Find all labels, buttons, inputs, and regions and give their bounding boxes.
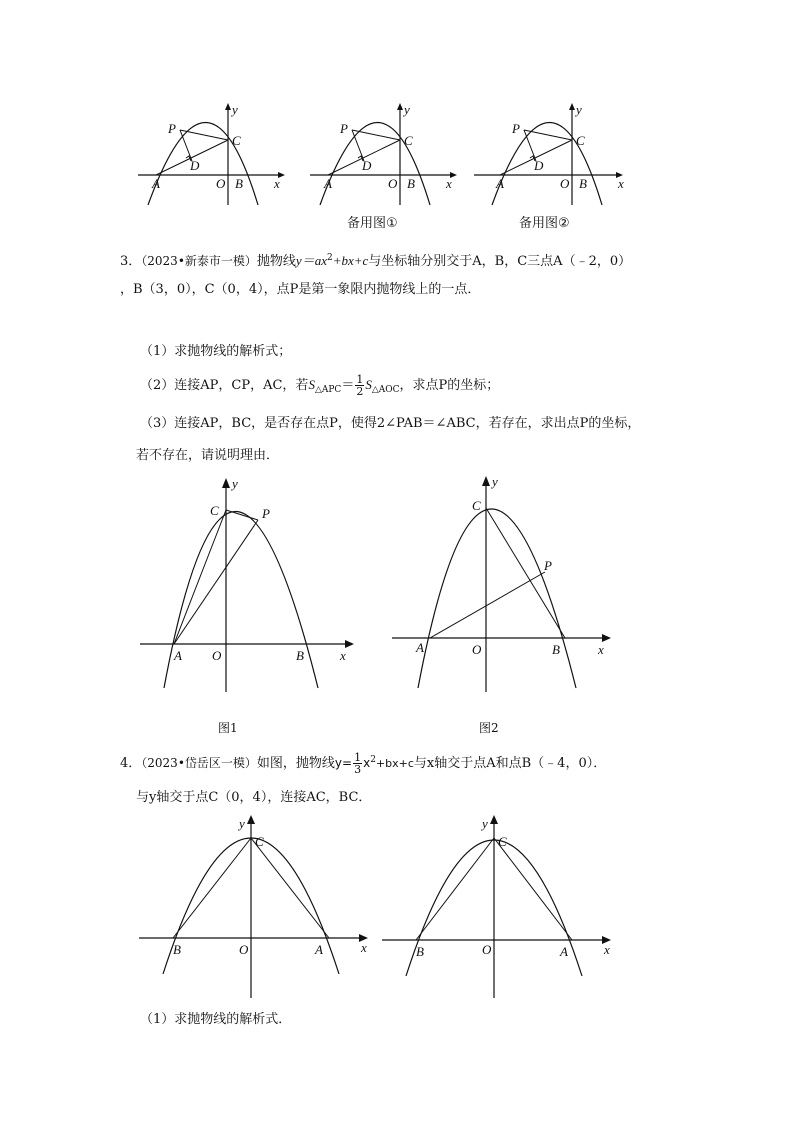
- label-B: B: [235, 176, 243, 191]
- label-y: y: [492, 474, 498, 489]
- q2-fraction: [355, 374, 364, 397]
- segment-PD: [180, 130, 192, 161]
- segment-PC: [524, 130, 572, 140]
- top-figure-1: [130, 100, 290, 210]
- label-B: B: [407, 176, 415, 191]
- y-axis-arrow: [569, 103, 575, 110]
- caption-backup-figure-1: 备用图①: [347, 216, 398, 231]
- label-y: y: [482, 816, 488, 831]
- problem3-line1-tail: 与坐标轴分别交于A，B，C三点A（﹣2，0）: [368, 254, 632, 269]
- problem3-q3-line1: （3）连接AP，BC，是否存在点P，使得2∠PAB＝∠ABC，若存在，求出点P的坐标，: [140, 416, 641, 431]
- x-axis-arrow: [602, 634, 611, 642]
- label-C: C: [576, 133, 585, 148]
- caption-figure-1: 图1: [218, 721, 238, 735]
- label-y: y: [576, 102, 582, 117]
- segment-PC: [352, 130, 400, 140]
- label-A: A: [496, 176, 504, 191]
- label-y: y: [239, 816, 245, 831]
- problem4-formula-y: y=: [334, 756, 353, 770]
- label-P: P: [262, 506, 270, 521]
- label-O: O: [216, 176, 226, 191]
- segment-CB: [486, 508, 565, 638]
- top-figure-2: [302, 100, 462, 210]
- segment-AP: [430, 572, 545, 638]
- problem3-figure-2: [388, 470, 628, 700]
- problem4-frac-num: 1: [354, 751, 362, 764]
- label-A: A: [416, 640, 424, 655]
- y-axis-arrow: [225, 103, 231, 110]
- label-C: C: [404, 133, 413, 148]
- x-axis-arrow: [345, 640, 354, 648]
- segment-AC: [174, 510, 226, 644]
- label-O: O: [212, 648, 222, 663]
- problem4-post: 与x轴交于点A和点B（﹣4，0）．: [413, 756, 607, 771]
- label-A: A: [315, 942, 323, 957]
- parabola: [164, 512, 318, 689]
- problem4-line2: 与y轴交于点C（0，4），连接AC，BC．: [136, 790, 372, 805]
- segment-CP: [226, 510, 258, 520]
- q2-frac-den: 2: [356, 385, 364, 398]
- label-C: C: [255, 834, 264, 849]
- segment-PD: [524, 130, 536, 161]
- segment-AP: [174, 520, 258, 644]
- problem4-figure-right: [378, 812, 623, 1002]
- segment-PD: [352, 130, 364, 161]
- label-P: P: [340, 121, 348, 136]
- label-B: B: [579, 176, 587, 191]
- problem3-q3-line2: 若不存在，请说明理由．: [136, 448, 280, 463]
- label-O: O: [560, 176, 570, 191]
- y-axis-arrow: [482, 476, 490, 486]
- caption-figure-2: 图2: [479, 721, 499, 735]
- problem3-line1: [120, 248, 631, 272]
- problem4-frac-den: 3: [354, 763, 362, 776]
- label-x: x: [604, 942, 610, 957]
- y-axis-arrow: [247, 815, 255, 824]
- label-B: B: [552, 642, 560, 657]
- problem4-formula-rest: +bx+c: [375, 757, 414, 770]
- problem4-figure-left: [135, 812, 380, 1002]
- segment-BC: [416, 838, 494, 940]
- problem3-q2: [140, 374, 499, 400]
- y-axis-arrow: [490, 815, 498, 824]
- label-P: P: [168, 121, 176, 136]
- label-D: D: [534, 158, 544, 173]
- label-x: x: [361, 940, 367, 955]
- problem3-formula-rest: +bx+c: [332, 253, 369, 268]
- problem4-source: （2023•岱岳区一模）: [141, 756, 257, 770]
- label-P: P: [544, 558, 552, 573]
- label-x: x: [340, 648, 346, 663]
- problem4-formula-x: x: [363, 756, 371, 770]
- problem4-number: 4．: [120, 756, 142, 771]
- label-C: C: [498, 834, 507, 849]
- problem3-line2: ，B（3，0），C（0，4），点P是第一象限内抛物线上的一点．: [120, 282, 481, 297]
- label-O: O: [239, 942, 249, 957]
- problem3-text: 抛物线: [256, 254, 296, 269]
- label-A: A: [174, 648, 182, 663]
- y-axis-arrow: [222, 478, 230, 488]
- problem4-formula-sup: 2: [370, 755, 376, 765]
- label-O: O: [482, 942, 492, 957]
- problem3-q1: （1）求抛物线的解析式；: [140, 344, 292, 359]
- problem3-number: 3．: [120, 254, 142, 269]
- label-x: x: [274, 176, 280, 191]
- label-A: A: [560, 944, 568, 959]
- segment-BC: [173, 838, 251, 938]
- q2-pre: （2）连接AP，CP，AC，若: [140, 378, 309, 393]
- problem3-formula-sup: 2: [326, 253, 333, 263]
- label-O: O: [388, 176, 398, 191]
- problem3-source: （2023•新泰市一模）: [141, 254, 257, 268]
- label-x: x: [618, 176, 624, 191]
- label-C: C: [232, 133, 241, 148]
- problem3-formula: y＝ax: [295, 253, 327, 268]
- q2-s2-sub: △AOC: [371, 385, 400, 395]
- label-y: y: [232, 102, 238, 117]
- label-y: y: [404, 102, 410, 117]
- segment-AC: [251, 838, 329, 938]
- segment-AC: [494, 838, 572, 940]
- label-D: D: [190, 158, 200, 173]
- label-C: C: [472, 498, 481, 513]
- y-axis-arrow: [397, 103, 403, 110]
- q2-eq: ＝: [341, 378, 355, 393]
- label-P: P: [512, 121, 520, 136]
- q2-frac-num: 1: [356, 373, 364, 386]
- label-B: B: [416, 944, 424, 959]
- label-B: B: [173, 942, 181, 957]
- problem4-line1: [120, 750, 606, 775]
- problem4-pre: 如图，抛物线: [256, 756, 335, 771]
- top-figure-3: [474, 100, 634, 210]
- problem4-q1: （1）求抛物线的解析式．: [140, 1012, 292, 1027]
- q2-s1: S: [308, 377, 315, 392]
- q2-post: ，求点P的坐标；: [399, 378, 500, 393]
- label-C: C: [210, 503, 219, 518]
- label-y: y: [232, 476, 238, 491]
- label-x: x: [446, 176, 452, 191]
- problem4-fraction: [353, 752, 362, 775]
- label-B: B: [296, 648, 304, 663]
- q2-s2: S: [365, 377, 372, 392]
- label-A: A: [152, 176, 160, 191]
- label-D: D: [362, 158, 372, 173]
- label-O: O: [472, 642, 482, 657]
- problem3-figure-1: [130, 470, 370, 700]
- label-A: A: [324, 176, 332, 191]
- label-x: x: [598, 642, 604, 657]
- caption-backup-figure-2: 备用图②: [519, 216, 570, 231]
- q2-s1-sub: △APC: [314, 385, 342, 395]
- segment-PC: [180, 130, 228, 140]
- parabola: [418, 509, 576, 688]
